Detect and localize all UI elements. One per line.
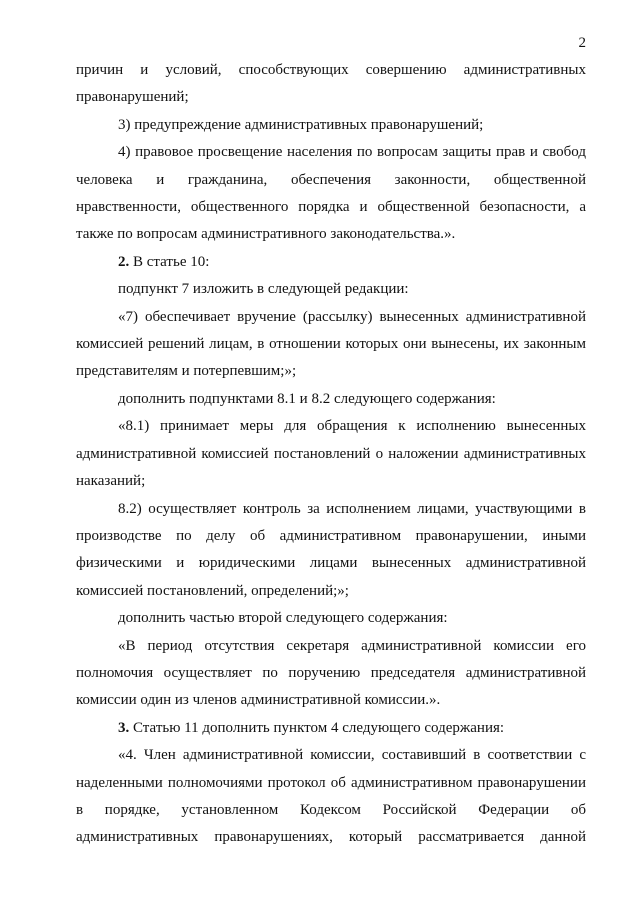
paragraph-item-4-member: «4. Член административной комиссии, составивший в соответствии с наделенными полномочиями протокол об административном правонарушении в порядке, установленном Кодексом Российской Федерации об административных правонарушениях, который рассматривается данной [76, 747, 586, 846]
paragraph-part-2-intro: дополнить частью второй следующего содержания: [118, 610, 448, 627]
paragraph-section-3 [76, 715, 586, 742]
paragraph-causes: причин и условий, способствующих совершению административных правонарушений; [76, 62, 586, 106]
paragraph-subitem-8-1: «8.1) принимает меры для обращения к исполнению вынесенных административной комиссией постановлений о наложении административных наказаний; [76, 418, 586, 490]
paragraph-subitem-7-intro: подпункт 7 изложить в следующей редакции: [118, 281, 409, 298]
paragraph-item-3: 3) предупреждение административных правонарушений; [118, 116, 484, 133]
paragraph-subitem-8-2: 8.2) осуществляет контроль за исполнением лицами, участвующими в производстве по делу об административном правонарушении, иными физическими и юридическими лицами вынесенных административной комиссией постановлений, определений;»; [76, 500, 586, 599]
paragraph-secretary: «В период отсутствия секретаря административной комиссии его полномочия осуществляет по поручению председателя административной комиссии один из членов административной комиссии.». [76, 637, 586, 709]
section-number: 3. [118, 719, 130, 736]
paragraph-add-8-intro: дополнить подпунктами 8.1 и 8.2 следующего содержания: [118, 390, 496, 407]
page-number: 2 [578, 35, 586, 51]
section-number: 2. [118, 253, 130, 270]
paragraph-subitem-7: «7) обеспечивает вручение (рассылку) вынесенных административной комиссией решений лицам, в отношении которых они вынесены, их законным представителям и потерпевшим;»; [76, 308, 586, 380]
paragraph-item-4: 4) правовое просвещение населения по вопросам защиты прав и свобод человека и гражданина, обеспечения законности, общественной нравственности, общественного порядка и общественной безопасности, а также по вопросам административного законодательства.». [76, 144, 586, 243]
section-text: Статью 11 дополнить пунктом 4 следующего содержания: [129, 719, 505, 736]
paragraph-section-2 [76, 249, 586, 276]
section-text: В статье 10: [129, 253, 210, 270]
document-body [76, 57, 586, 852]
